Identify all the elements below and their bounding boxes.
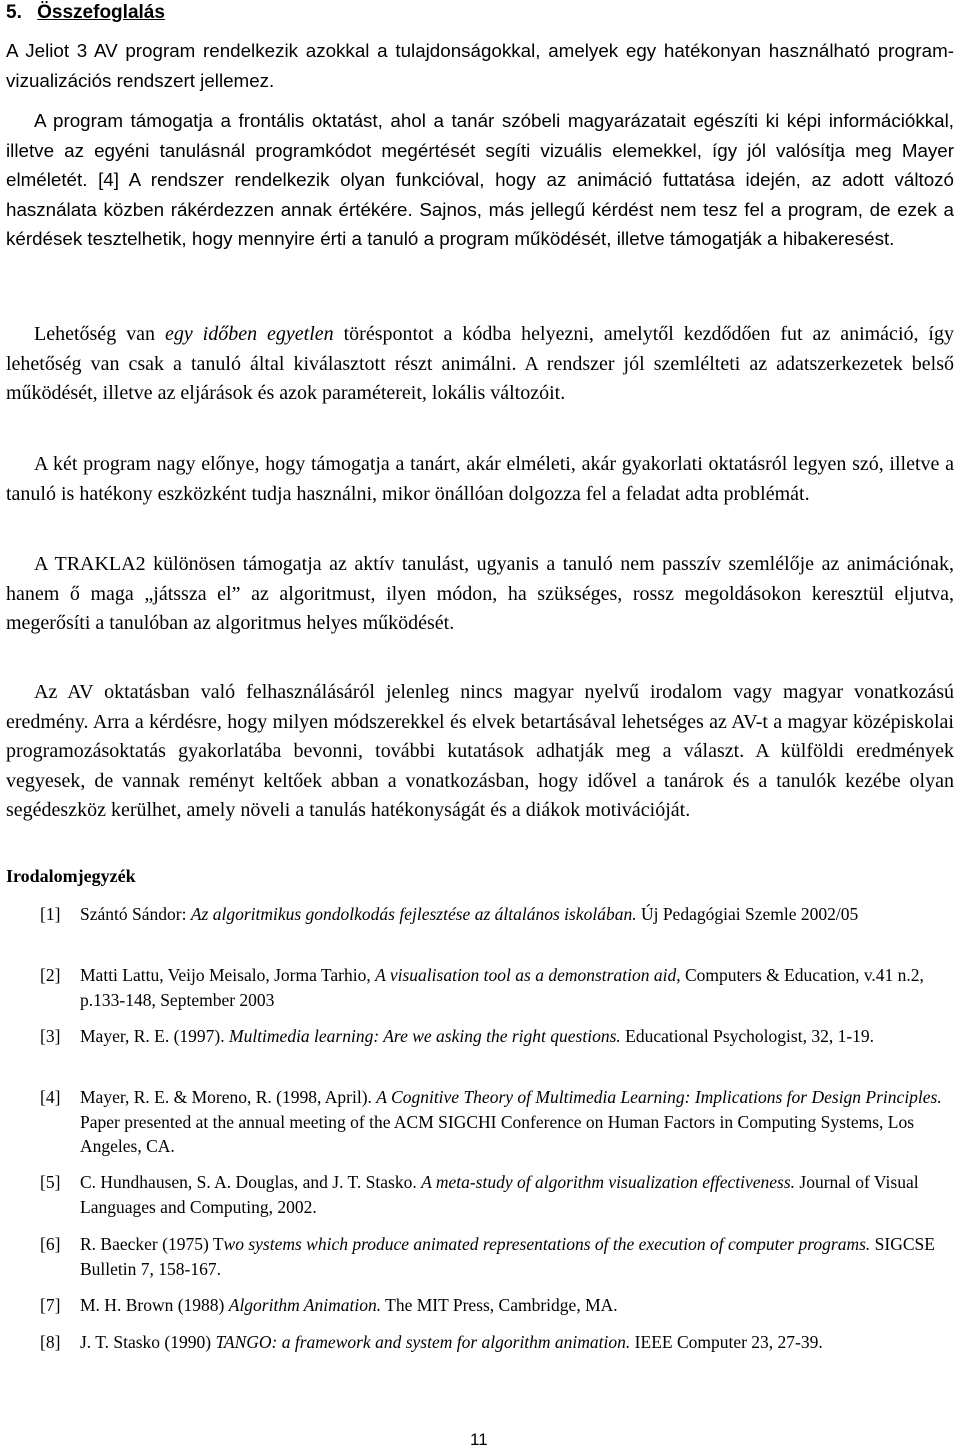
page-number: 11 [470, 1430, 488, 1449]
reference-8: [8] J. T. Stasko (1990) TANGO: a framework and system for algorithm animation. IEEE Computer 23, 27-39. [40, 1332, 823, 1352]
emphasis: egy időben egyetlen [164, 323, 334, 345]
reference-7: [7] M. H. Brown (1988) Algorithm Animation. The MIT Press, Cambridge, MA. [40, 1295, 618, 1315]
section-number: 5. [6, 2, 22, 23]
reference-2: [2] Matti Lattu, Veijo Meisalo, Jorma Tarhio, A visualisation tool as a demonstration aid, Computers & Education, v.41 n.2, p.133-148, September 2003 [40, 965, 924, 1010]
paragraph-5: A TRAKLA2 különösen támogatja az aktív tanulást, ugyanis a tanuló nem passzív szemlélője az animációnak, hanem ő maga „játssza el” az algoritmust, ilyen módon, ha szükséges, rossz megoldásokon keresztül eljutva, megerősíti a tanulóban az algoritmus helyes működését. [6, 553, 954, 634]
paragraph-6: Az AV oktatásban való felhasználásáról jelenleg nincs magyar nyelvű irodalom vagy magyar vonatkozású eredmény. Arra a kérdésre, hogy milyen módszerekkel és elvek betartásával lehetséges az AV-t a magyar középiskolai programozásoktatás gyakorlatába bevonni, további kutatások adhatják meg a választ. A külföldi eredmények vegyesek, de vannak reményt keltőek abban a vonatkozásban, hogy idővel a tanárok és a tanulók kezébe olyan segédeszköz kerülhet, amely növeli a tanulás hatékonyságát és a diákok motivációját. [6, 681, 954, 821]
reference-6: [6] R. Baecker (1975) Two systems which produce animated representations of the execution of computer programs. SIGCSE Bulletin 7, 158-167. [40, 1234, 935, 1279]
section-heading [6, 2, 165, 24]
paragraph-2: A program támogatja a frontális oktatást, ahol a tanár szóbeli magyarázatait egészíti ki képi információkkal, illetve az egyéni tanulásnál programkódot megértését segíti vizuális elemekkel, így jól valósítja meg Mayer elméletét. [4] A rendszer rendelkezik olyan funkcióval, hogy az animáció futtatása idején, az adott változó használata közben rákérdezzen annak értékére. Sajnos, más jellegű kérdést nem tesz fel a program, de ezek a kérdések tesztelhetik, hogy mennyire érti a tanuló a program működését, illetve támogatják a hibakeresést. [6, 110, 954, 249]
paragraph-1: A Jeliot 3 AV program rendelkezik azokkal a tulajdonságokkal, amelyek egy hatékonyan használható program-vizualizációs rendszert jellemez. [6, 40, 954, 91]
paragraph-4: A két program nagy előnye, hogy támogatja a tanárt, akár elméleti, akár gyakorlati oktatásról legyen szó, illetve a tanuló is hatékony eszközként tudja használni, mikor önállóan dolgozza fel a feladat adta problémát. [6, 453, 954, 505]
reference-5: [5] C. Hundhausen, S. A. Douglas, and J. T. Stasko. A meta-study of algorithm visualization effectiveness. Journal of Visual Languages and Computing, 2002. [40, 1172, 919, 1217]
reference-4: [4] Mayer, R. E. & Moreno, R. (1998, April). A Cognitive Theory of Multimedia Learning: Implications for Design Principles. Paper presented at the annual meeting of the ACM SIGCHI Conference on Human Factors in Computing Systems, Los Angeles, CA. [40, 1087, 942, 1156]
reference-1: [1] Szántó Sándor: Az algoritmikus gondolkodás fejlesztése az általános iskolában. Új Pedagógiai Szemle 2002/05 [40, 904, 859, 924]
reference-3: [3] Mayer, R. E. (1997). Multimedia learning: Are we asking the right questions. Educational Psychologist, 32, 1-19. [40, 1026, 875, 1046]
references-heading: Irodalomjegyzék [6, 866, 136, 886]
paragraph-3: Lehetőség van egy időben egyetlen töréspontot a kódba helyezni, amelytől kezdődően fut az animáció, így lehetőség van csak a tanuló által kiválasztott részt animálni. A rendszer jól szemlélteti az adatszerkezetek belső működését, illetve az eljárások és azok paramétereit, lokális változóit. [6, 323, 954, 404]
section-title: Összefoglalás [37, 2, 165, 23]
